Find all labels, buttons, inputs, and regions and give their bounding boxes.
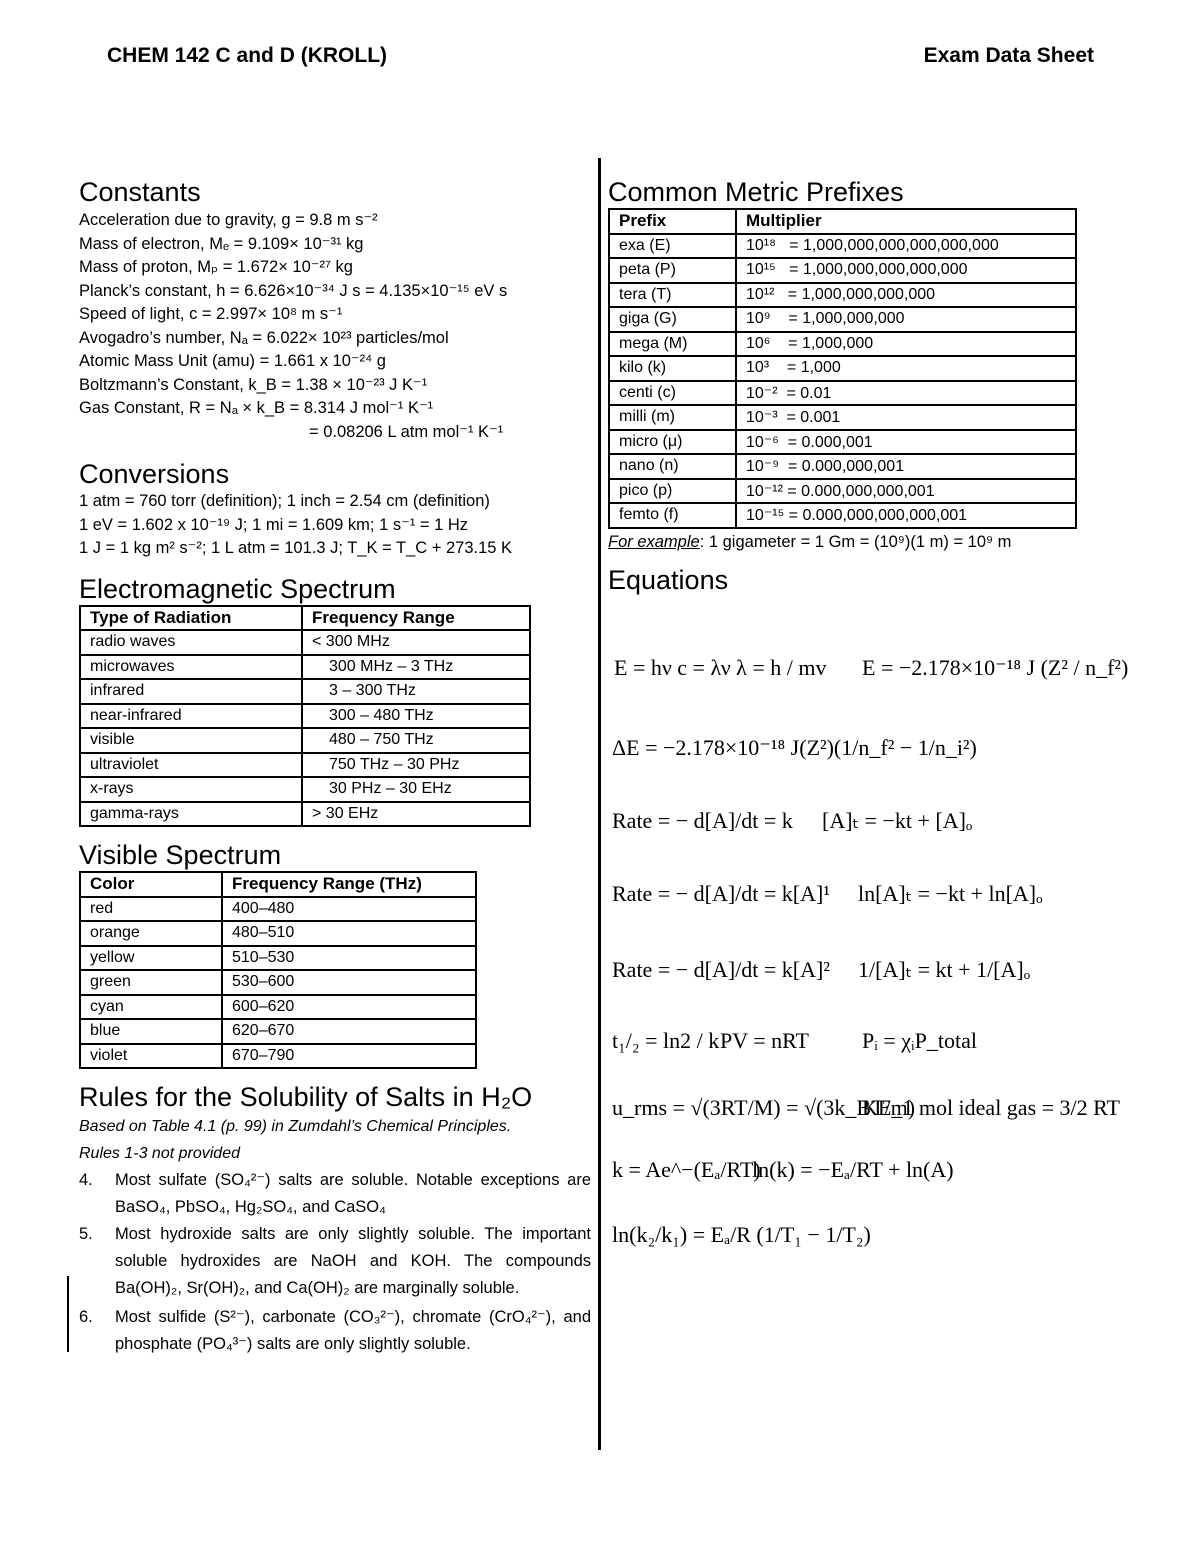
equation-energy-level: E = −2.178×10⁻¹⁸ J (Z² / n_f²)	[862, 655, 1129, 680]
constant-line: Avogadro’s number, Nₐ = 6.022× 10²³ particles/mol	[79, 328, 449, 347]
table-cell: kilo (k)	[609, 356, 736, 381]
equation-arrhenius-two-point: ln(k₂/k₁) = Eₐ/R (1/T₁ − 1/T₂)	[612, 1222, 871, 1247]
table-cell: 10⁻³ = 0.001	[736, 405, 1076, 430]
table-cell: 10⁻¹² = 0.000,000,000,001	[736, 479, 1076, 504]
table-row	[80, 1019, 476, 1044]
table-cell: 300 MHz – 3 THz	[302, 655, 530, 680]
solubility-rule	[79, 1221, 594, 1302]
table-row	[80, 728, 530, 753]
table-cell: ultraviolet	[80, 753, 302, 778]
table-header: Prefix	[609, 209, 736, 234]
table-row	[80, 970, 476, 995]
table-cell: 30 PHz – 30 EHz	[302, 777, 530, 802]
table-cell: exa (E)	[609, 234, 736, 259]
solubility-rule	[79, 1304, 594, 1358]
conversion-line: 1 atm = 760 torr (definition); 1 inch = 2.54 cm (definition)	[79, 492, 490, 510]
table-cell: peta (P)	[609, 258, 736, 283]
table-row	[80, 753, 530, 778]
table-cell: 510–530	[222, 946, 476, 971]
solubility-source: Based on Table 4.1 (p. 99) in Zumdahl’s Chemical Principles.	[79, 1118, 512, 1135]
table-row	[609, 307, 1076, 332]
table-row	[609, 503, 1076, 528]
table-cell: 400–480	[222, 897, 476, 922]
table-row	[609, 381, 1076, 406]
table-header: Type of Radiation	[80, 606, 302, 631]
equation-rms-speed: u_rms = √(3RT/M) = √(3k_BT/m)	[612, 1095, 916, 1120]
table-cell: 10⁻⁹ = 0.000,000,001	[736, 454, 1076, 479]
table-cell: pico (p)	[609, 479, 736, 504]
table-cell: femto (f)	[609, 503, 736, 528]
example-text: : 1 gigameter = 1 Gm = (10⁹)(1 m) = 10⁹ m	[699, 532, 1012, 551]
equation-half-life: t₁/₂ = ln2 / k	[612, 1028, 720, 1053]
table-row	[80, 946, 476, 971]
left-column	[79, 176, 594, 1358]
table-cell: 670–790	[222, 1044, 476, 1069]
table-cell: 3 – 300 THz	[302, 679, 530, 704]
table-cell: 600–620	[222, 995, 476, 1020]
table-row	[80, 897, 476, 922]
constant-line: Gas Constant, R = Nₐ × k_B = 8.314 J mol⁻¹ K⁻¹	[79, 399, 434, 417]
table-cell: 10⁶ = 1,000,000	[736, 332, 1076, 357]
table-cell: 480 – 750 THz	[302, 728, 530, 753]
visible-spectrum-title: Visible Spectrum	[79, 840, 282, 870]
constant-line: Boltzmann’s Constant, k_B = 1.38 × 10⁻²³ J K⁻¹	[79, 375, 428, 394]
solubility-title: Rules for the Solubility of Salts in H₂O	[79, 1082, 533, 1112]
constant-line: Acceleration due to gravity, g = 9.8 m s⁻²	[79, 211, 378, 229]
table-row	[609, 283, 1076, 308]
table-header: Frequency Range (THz)	[222, 872, 476, 897]
table-cell: yellow	[80, 946, 222, 971]
table-cell: violet	[80, 1044, 222, 1069]
equation-ideal-gas: PV = nRT	[720, 1028, 809, 1053]
table-cell: 10⁻⁶ = 0.000,001	[736, 430, 1076, 455]
table-cell: tera (T)	[609, 283, 736, 308]
prefixes-title: Common Metric Prefixes	[608, 177, 904, 207]
conversion-line: 1 eV = 1.602 x 10⁻¹⁹ J; 1 mi = 1.609 km; 1 s⁻¹ = 1 Hz	[79, 515, 469, 534]
constant-line: Mass of proton, Mₚ = 1.672× 10⁻²⁷ kg	[79, 258, 353, 276]
table-cell: 480–510	[222, 921, 476, 946]
equation-zero-order-integrated: [A]ₜ = −kt + [A]ₒ	[822, 808, 973, 833]
margin-bar	[67, 1276, 69, 1352]
table-cell: cyan	[80, 995, 222, 1020]
table-cell: 10¹² = 1,000,000,000,000	[736, 283, 1076, 308]
rule-number: 5.	[79, 1225, 93, 1243]
table-cell: near-infrared	[80, 704, 302, 729]
equation-arrhenius: k = Ae^−(Eₐ/RT)	[612, 1157, 761, 1182]
equation-second-order-rate: Rate = − d[A]/dt = k[A]²	[612, 957, 830, 982]
table-cell: blue	[80, 1019, 222, 1044]
table-cell: micro (μ)	[609, 430, 736, 455]
equations-title: Equations	[608, 564, 729, 595]
table-cell: 10³ = 1,000	[736, 356, 1076, 381]
equation-first-order-rate: Rate = − d[A]/dt = k[A]¹	[612, 881, 830, 906]
equation-kinetic-energy: KE_1 mol ideal gas = 3/2 RT	[862, 1095, 1120, 1120]
table-cell: 10¹⁵ = 1,000,000,000,000,000	[736, 258, 1076, 283]
example-label: For example	[608, 532, 700, 551]
table-cell: nano (n)	[609, 454, 736, 479]
rule-number: 4.	[79, 1171, 93, 1189]
table-row	[609, 332, 1076, 357]
rule-text: Most sulfate (SO₄²⁻) salts are soluble. Notable exceptions are BaSO₄, PbSO₄, Hg₂SO₄, and CaSO₄	[115, 1171, 591, 1216]
table-row	[80, 802, 530, 827]
table-row	[609, 430, 1076, 455]
table-header: Multiplier	[736, 209, 1076, 234]
constant-line: = 0.08206 L atm mol⁻¹ K⁻¹	[309, 422, 504, 441]
conversions-list	[79, 490, 594, 561]
table-row	[609, 258, 1076, 283]
equation-delta-e: ΔE = −2.178×10⁻¹⁸ J(Z²)(1/n_f² − 1/n_i²)	[612, 735, 977, 760]
constant-line: Atomic Mass Unit (amu) = 1.661 x 10⁻²⁴ g	[79, 352, 386, 370]
equation-first-order-integrated: ln[A]ₜ = −kt + ln[A]ₒ	[858, 881, 1043, 906]
table-cell: giga (G)	[609, 307, 736, 332]
table-cell: 620–670	[222, 1019, 476, 1044]
table-row	[609, 234, 1076, 259]
constant-line: Speed of light, c = 2.997× 10⁸ m s⁻¹	[79, 305, 343, 323]
conversion-line: 1 J = 1 kg m² s⁻²; 1 L atm = 101.3 J; T_K = T_C + 273.15 K	[79, 539, 513, 557]
table-row	[80, 1044, 476, 1069]
table-row	[609, 479, 1076, 504]
table-cell: 10⁻² = 0.01	[736, 381, 1076, 406]
solubility-note: Rules 1-3 not provided	[79, 1145, 240, 1162]
prefix-example	[608, 533, 1088, 552]
equation-arrhenius-log: ln(k) = −Eₐ/RT + ln(A)	[752, 1157, 954, 1182]
table-row	[80, 777, 530, 802]
table-header: Frequency Range	[302, 606, 530, 631]
equation-second-order-integrated: 1/[A]ₜ = kt + 1/[A]ₒ	[858, 957, 1031, 982]
rule-number: 6.	[79, 1308, 93, 1326]
table-cell: infrared	[80, 679, 302, 704]
table-row	[80, 630, 530, 655]
table-cell: mega (M)	[609, 332, 736, 357]
table-cell: 530–600	[222, 970, 476, 995]
table-cell: 10⁻¹⁵ = 0.000,000,000,000,001	[736, 503, 1076, 528]
constant-line: Planck’s constant, h = 6.626×10⁻³⁴ J s = 4.135×10⁻¹⁵ eV s	[79, 281, 508, 300]
equation-partial-pressure: Pᵢ = χᵢP_total	[862, 1028, 977, 1053]
table-cell: visible	[80, 728, 302, 753]
em-spectrum-table	[79, 605, 531, 828]
table-cell: microwaves	[80, 655, 302, 680]
table-cell: 750 THz – 30 PHz	[302, 753, 530, 778]
rule-text: Most sulfide (S²⁻), carbonate (CO₃²⁻), chromate (CrO₄²⁻), and phosphate (PO₄³⁻) salts are only slightly soluble.	[115, 1308, 591, 1353]
conversions-title: Conversions	[79, 459, 230, 489]
table-row	[80, 704, 530, 729]
prefixes-table	[608, 208, 1077, 529]
header-title: Exam Data Sheet	[923, 44, 1094, 67]
table-cell: gamma-rays	[80, 802, 302, 827]
table-row	[80, 679, 530, 704]
table-cell: orange	[80, 921, 222, 946]
table-cell: < 300 MHz	[302, 630, 530, 655]
header-course: CHEM 142 C and D (KROLL)	[107, 44, 388, 67]
table-cell: red	[80, 897, 222, 922]
table-row	[80, 921, 476, 946]
em-spectrum-title: Electromagnetic Spectrum	[79, 573, 396, 604]
visible-spectrum-table	[79, 871, 477, 1069]
table-cell: 300 – 480 THz	[302, 704, 530, 729]
table-row	[609, 454, 1076, 479]
constants-list	[79, 209, 594, 444]
table-row	[80, 655, 530, 680]
table-cell: radio waves	[80, 630, 302, 655]
table-cell: centi (c)	[609, 381, 736, 406]
table-cell: 10¹⁸ = 1,000,000,000,000,000,000	[736, 234, 1076, 259]
equation-zero-order-rate: Rate = − d[A]/dt = k	[612, 808, 793, 833]
table-row	[80, 995, 476, 1020]
right-column	[608, 176, 1088, 596]
table-header: Color	[80, 872, 222, 897]
column-divider	[598, 158, 601, 1450]
constants-title: Constants	[79, 177, 201, 207]
table-cell: green	[80, 970, 222, 995]
constant-line: Mass of electron, Mₑ = 9.109× 10⁻³¹ kg	[79, 234, 364, 253]
equation-energy-photon: E = hν c = λν λ = h / mv	[614, 655, 827, 680]
rule-text: Most hydroxide salts are only slightly soluble. The important soluble hydroxides are NaOH and KOH. The compounds Ba(OH)₂, Sr(OH)₂, and Ca(OH)₂ are marginally soluble.	[115, 1225, 591, 1297]
table-row	[609, 405, 1076, 430]
table-cell: 10⁹ = 1,000,000,000	[736, 307, 1076, 332]
table-row	[609, 356, 1076, 381]
table-cell: > 30 EHz	[302, 802, 530, 827]
table-cell: x-rays	[80, 777, 302, 802]
table-cell: milli (m)	[609, 405, 736, 430]
solubility-rule	[79, 1167, 594, 1221]
